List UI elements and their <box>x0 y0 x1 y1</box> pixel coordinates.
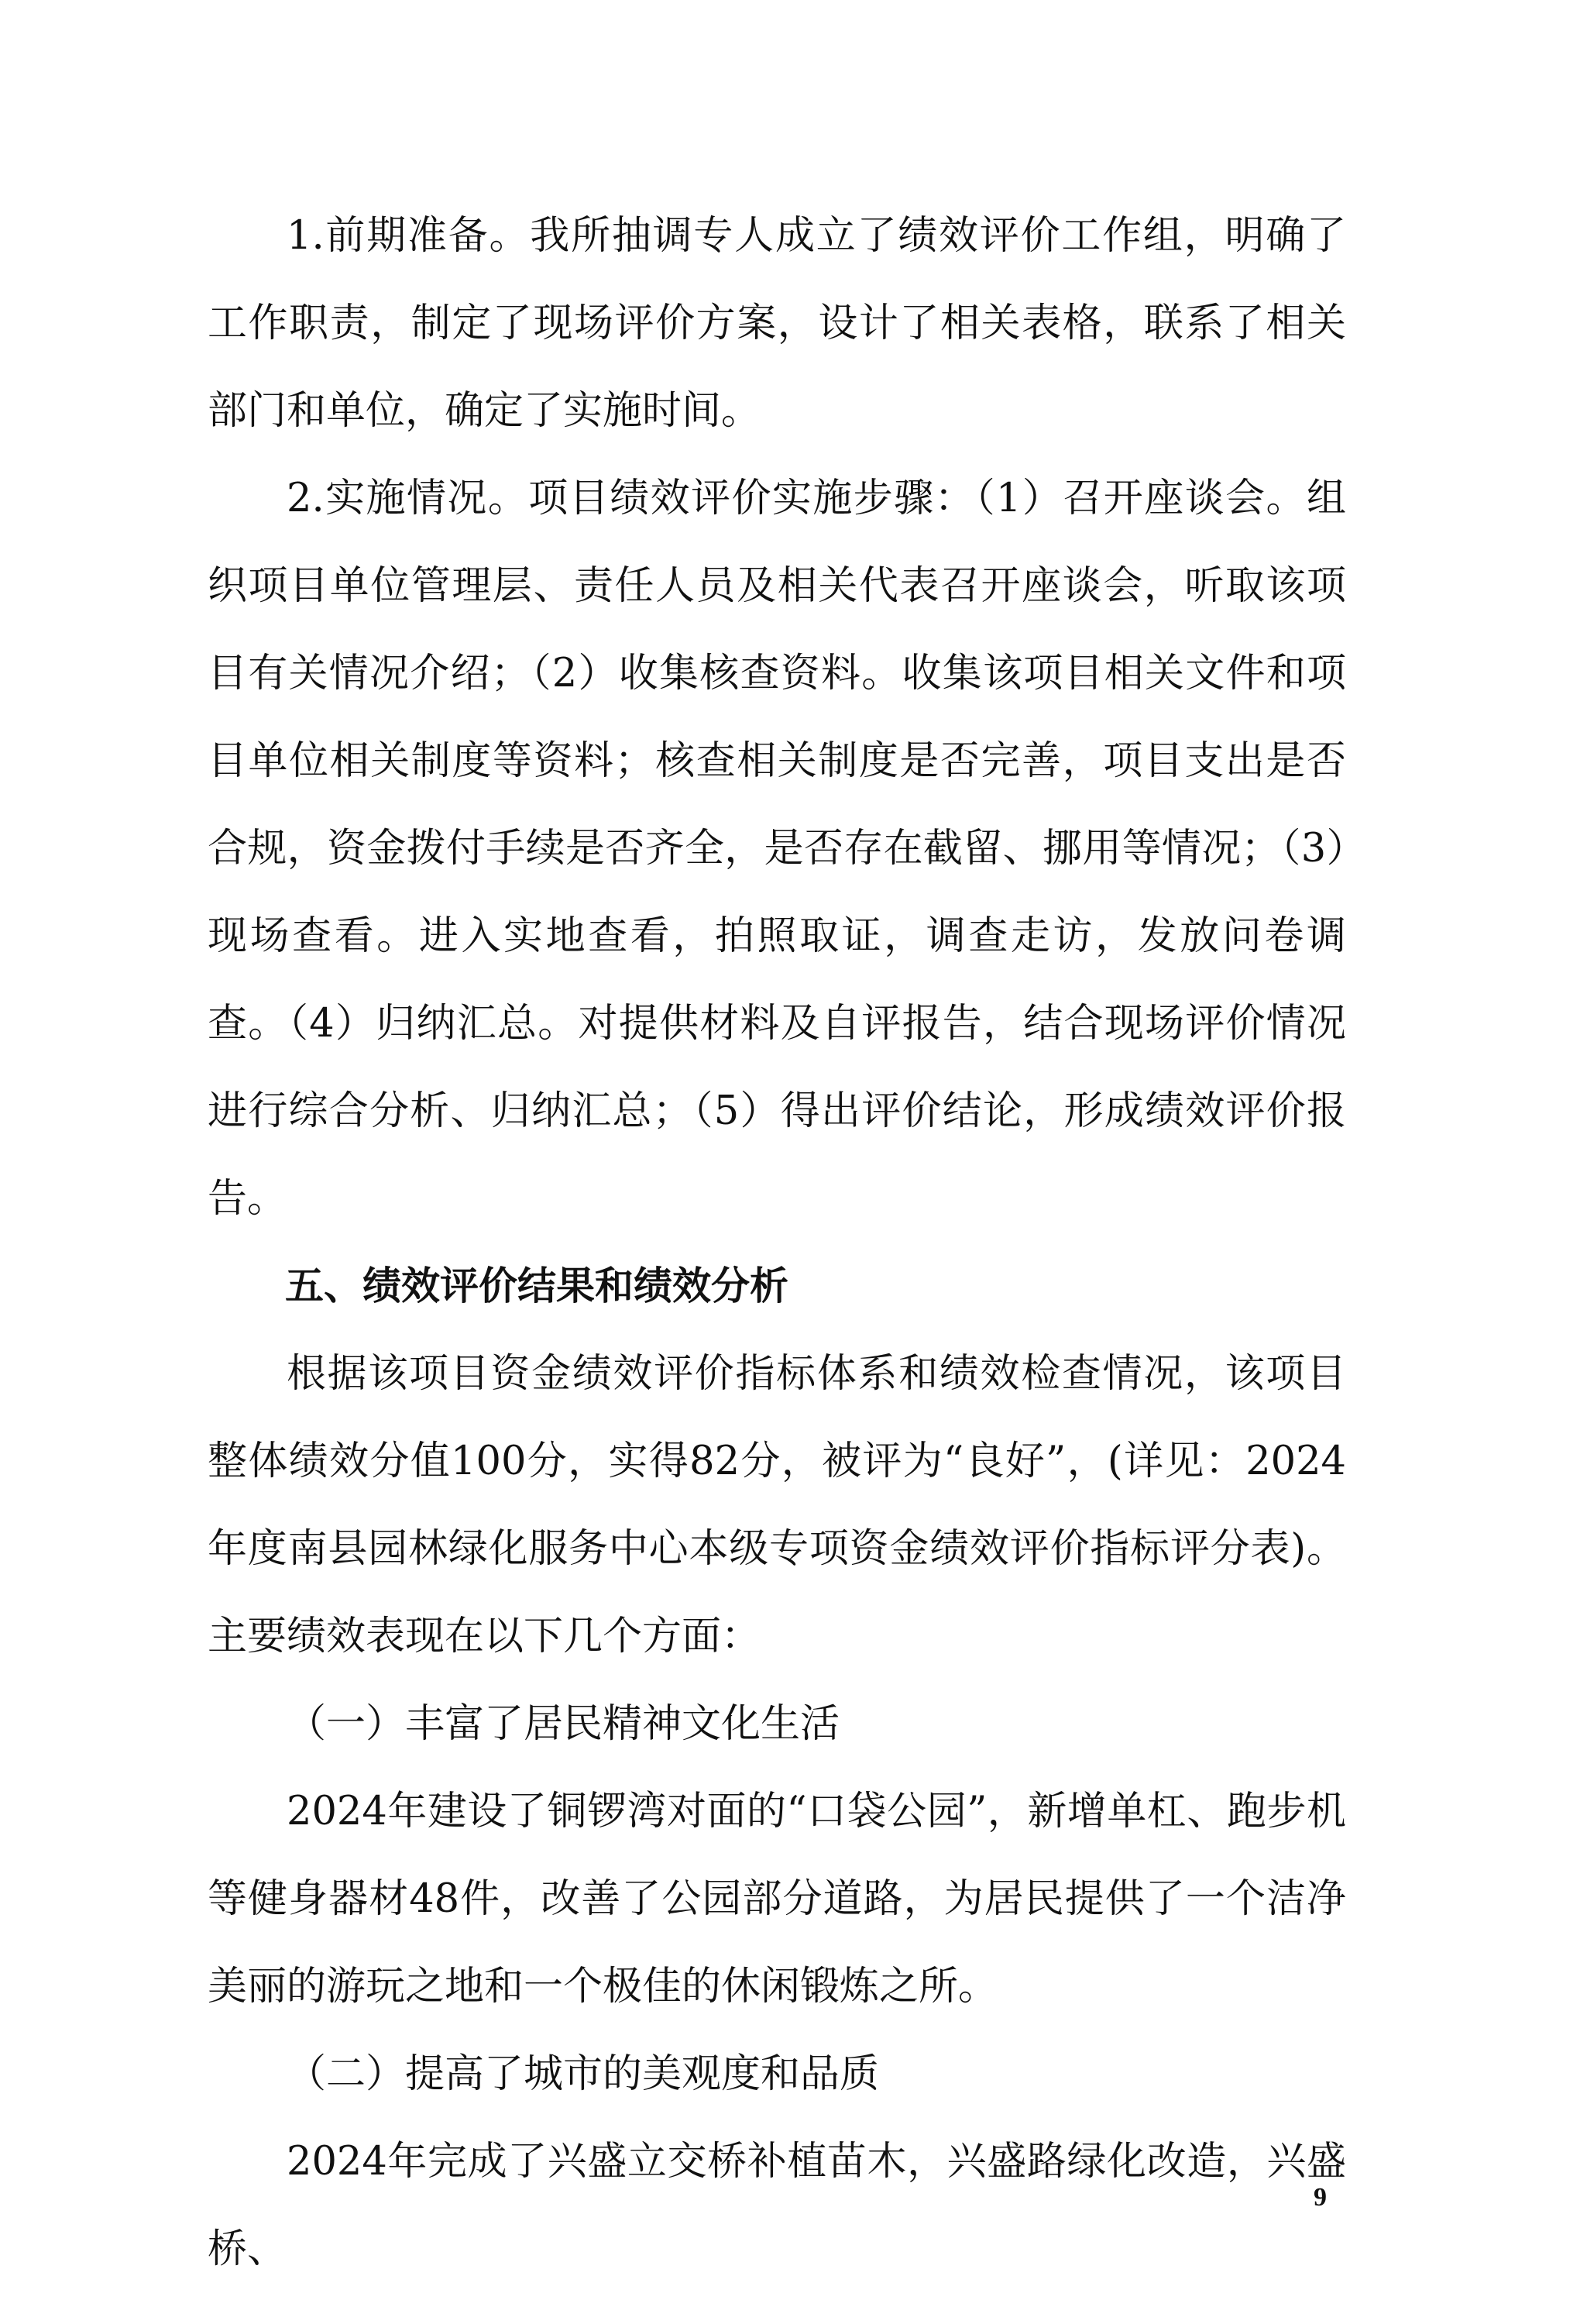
paragraph-pocket-park: 2024年建设了铜锣湾对面的“口袋公园”，新增单杠、跑步机等健身器材48件，改善了公园部分道路，为居民提供了一个洁净美丽的游玩之地和一个极佳的休闲锻炼之所。 <box>208 1789 1346 2009</box>
paragraph-greening: 2024年完成了兴盛立交桥补植苗木，兴盛路绿化改造，兴盛桥、 <box>208 2139 1346 2272</box>
document-body <box>208 192 1346 2293</box>
subheading-city-quality: （二）提高了城市的美观度和品质 <box>287 2051 880 2097</box>
paragraph-preparation: 1.前期准备。我所抽调专人成立了绩效评价工作组，明确了工作职责，制定了现场评价方案，设计了相关表格，联系了相关部门和单位，确定了实施时间。 <box>208 213 1346 434</box>
paragraph-overall-score: 根据该项目资金绩效评价指标体系和绩效检查情况，该项目整体绩效分值100分，实得82分，被评为“良好”，(详见：2024年度南县园林绿化服务中心本级专项资金绩效评价指标评分表)。主要绩效表现在以下几个方面： <box>208 1351 1346 1659</box>
page-number: 9 <box>1314 2183 1327 2212</box>
section-heading-results: 五、绩效评价结果和绩效分析 <box>285 1263 788 1308</box>
paragraph-implementation: 2.实施情况。项目绩效评价实施步骤：（1）召开座谈会。组织项目单位管理层、责任人员及相关代表召开座谈会，听取该项目有关情况介绍；（2）收集核查资料。收集该项目相关文件和项目单位相关制度等资料；核查相关制度是否完善，项目支出是否合规，资金拨付手续是否齐全，是否存在截留、挪用等情况；（3）现场查看。进入实地查看，拍照取证，调查走访，发放问卷调查。（4）归纳汇总。对提供材料及自评报告，结合现场评价情况进行综合分析、归纳汇总；（5）得出评价结论，形成绩效评价报告。 <box>208 476 1346 1222</box>
subheading-cultural-life: （一）丰富了居民精神文化生活 <box>287 1701 840 1747</box>
